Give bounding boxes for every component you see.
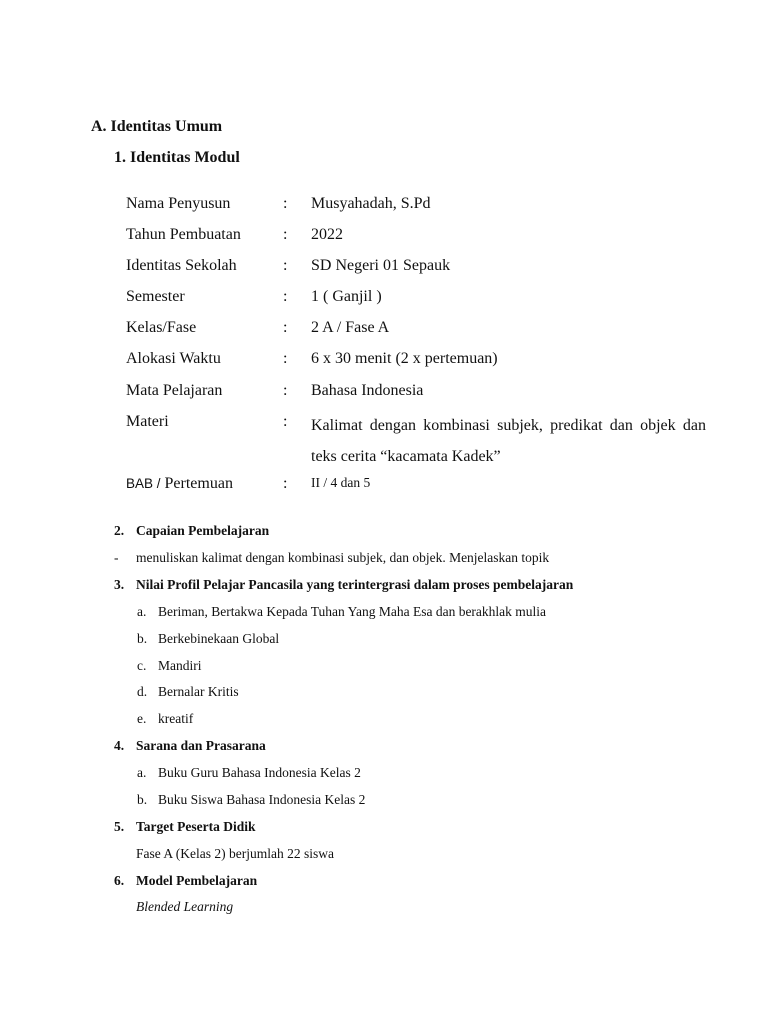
value-identitas-sekolah: SD Negeri 01 Sepauk — [311, 257, 451, 274]
value-nama-penyusun: Musyahadah, S.Pd — [311, 195, 431, 212]
label-pertemuan: Pertemuan — [164, 475, 233, 492]
label-semester: Semester — [126, 288, 185, 305]
label-tahun-pembuatan: Tahun Pembuatan — [126, 226, 241, 243]
section-5-title: Target Peserta Didik — [136, 819, 256, 834]
list-item: Berkebinekaan Global — [158, 631, 280, 646]
section-3-title: Nilai Profil Pelajar Pancasila yang terintergrasi dalam proses pembelajaran — [136, 577, 574, 592]
section-6-title: Model Pembelajaran — [136, 873, 258, 888]
list-marker: d. — [137, 684, 148, 699]
list-marker: c. — [137, 658, 147, 673]
label-identitas-sekolah: Identitas Sekolah — [126, 257, 237, 274]
list-item: Mandiri — [158, 658, 202, 673]
heading-identitas-modul: 1. Identitas Modul — [114, 149, 240, 166]
separator: : — [283, 350, 288, 367]
label-bab-pertemuan — [126, 475, 233, 493]
separator: : — [283, 257, 288, 274]
separator: : — [283, 195, 288, 212]
list-item: Buku Siswa Bahasa Indonesia Kelas 2 — [158, 792, 366, 807]
label-bab: BAB / — [126, 476, 161, 491]
separator: : — [283, 319, 288, 336]
section-2-dash: - — [114, 550, 119, 565]
list-item: Bernalar Kritis — [158, 684, 239, 699]
value-tahun-pembuatan: 2022 — [311, 226, 343, 243]
value-semester: 1 ( Ganjil ) — [311, 288, 382, 305]
label-mata-pelajaran: Mata Pelajaran — [126, 382, 223, 399]
separator: : — [283, 413, 288, 430]
label-nama-penyusun: Nama Penyusun — [126, 195, 231, 212]
label-alokasi-waktu: Alokasi Waktu — [126, 350, 221, 367]
separator: : — [283, 288, 288, 305]
list-marker: a. — [137, 604, 147, 619]
list-marker: a. — [137, 765, 147, 780]
value-materi: Kalimat dengan kombinasi subjek, predikat dan objek dan teks cerita “kacamata Kadek” — [311, 417, 706, 465]
section-6-text: Blended Learning — [136, 899, 234, 914]
separator: : — [283, 226, 288, 243]
list-item: Beriman, Bertakwa Kepada Tuhan Yang Maha Esa dan berakhlak mulia — [158, 604, 547, 619]
section-2-text: menuliskan kalimat dengan kombinasi subjek, dan objek. Menjelaskan topik — [136, 550, 550, 565]
value-alokasi-waktu: 6 x 30 menit (2 x pertemuan) — [311, 350, 498, 367]
section-4-number: 4. — [114, 738, 125, 753]
section-5-number: 5. — [114, 819, 125, 834]
section-2-number: 2. — [114, 523, 125, 538]
list-item: kreatif — [158, 711, 194, 726]
list-item: Buku Guru Bahasa Indonesia Kelas 2 — [158, 765, 361, 780]
list-marker: b. — [137, 792, 148, 807]
separator: : — [283, 382, 288, 399]
list-marker: e. — [137, 711, 147, 726]
value-mata-pelajaran: Bahasa Indonesia — [311, 382, 424, 399]
value-kelas-fase: 2 A / Fase A — [311, 319, 390, 336]
section-3-number: 3. — [114, 577, 125, 592]
label-kelas-fase: Kelas/Fase — [126, 319, 197, 336]
separator: : — [283, 475, 288, 492]
section-4-title: Sarana dan Prasarana — [136, 738, 266, 753]
label-materi: Materi — [126, 413, 169, 430]
heading-identitas-umum: A. Identitas Umum — [91, 118, 223, 135]
list-marker: b. — [137, 631, 148, 646]
value-bab-pertemuan: II / 4 dan 5 — [311, 475, 371, 490]
section-6-number: 6. — [114, 873, 125, 888]
section-5-text: Fase A (Kelas 2) berjumlah 22 siswa — [136, 846, 334, 861]
section-2-title: Capaian Pembelajaran — [136, 523, 270, 538]
